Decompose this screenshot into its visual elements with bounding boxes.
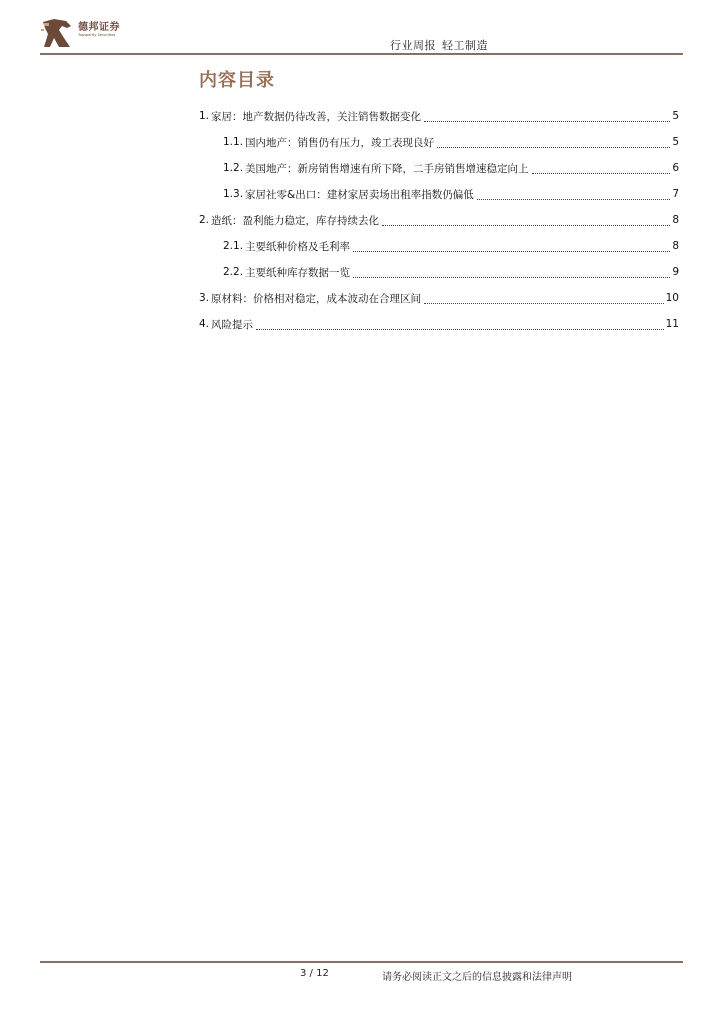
company-logo xyxy=(40,16,140,50)
report-header xyxy=(390,37,488,53)
toc-title: 内容目录 xyxy=(199,70,275,91)
toc-entry-title: 家居社零&出口：建材家居卖场出租率指数仍偏低 xyxy=(245,188,474,201)
table-of-contents xyxy=(199,103,679,337)
toc-entry-page: 6 xyxy=(672,162,679,174)
toc-dot-leader xyxy=(382,216,670,226)
toc-dot-leader xyxy=(256,320,664,330)
toc-entry-title: 主要纸种库存数据一览 xyxy=(245,266,351,279)
toc-entry-number: 1.3. xyxy=(223,188,244,200)
toc-entry-page: 8 xyxy=(672,214,679,226)
toc-entry-title: 原材料：价格相对稳定，成本波动在合理区间 xyxy=(211,292,422,305)
toc-dot-leader xyxy=(437,138,670,148)
toc-entry[interactable] xyxy=(199,207,679,233)
toc-entry-number: 1.2. xyxy=(223,162,244,174)
toc-entry[interactable] xyxy=(199,181,679,207)
header-divider xyxy=(40,53,683,55)
toc-entry-page: 5 xyxy=(672,110,679,122)
toc-entry-title: 造纸：盈利能力稳定，库存持续去化 xyxy=(211,214,380,227)
toc-entry-page: 9 xyxy=(672,266,679,278)
toc-entry-number: 4. xyxy=(199,318,210,330)
toc-entry-number: 1.1. xyxy=(223,136,244,148)
page-indicator: 3 / 12 xyxy=(300,968,329,979)
toc-entry[interactable] xyxy=(199,233,679,259)
topsperity-logo-icon xyxy=(40,16,74,50)
toc-dot-leader xyxy=(353,268,670,278)
toc-dot-leader xyxy=(424,112,670,122)
toc-entry[interactable] xyxy=(199,155,679,181)
toc-entry-number: 2. xyxy=(199,214,210,226)
toc-entry-page: 10 xyxy=(665,292,679,304)
toc-entry-page: 5 xyxy=(672,136,679,148)
toc-entry-title: 美国地产：新房销售增速有所下降，二手房销售增速稳定向上 xyxy=(245,162,529,175)
toc-entry-number: 2.2. xyxy=(223,266,244,278)
logo-chinese-name: 德邦证券 xyxy=(78,22,120,33)
logo-english-name: Topsperity Securities xyxy=(78,33,116,37)
toc-entry[interactable] xyxy=(199,311,679,337)
toc-dot-leader xyxy=(532,164,671,174)
toc-dot-leader xyxy=(424,294,664,304)
toc-entry-title: 风险提示 xyxy=(211,318,254,331)
toc-entry[interactable] xyxy=(199,103,679,129)
toc-entry-title: 主要纸种价格及毛利率 xyxy=(245,240,351,253)
toc-entry-number: 3. xyxy=(199,292,210,304)
toc-entry-title: 家居：地产数据仍待改善，关注销售数据变化 xyxy=(211,110,422,123)
toc-dot-leader xyxy=(477,190,671,200)
toc-entry-page: 11 xyxy=(665,318,679,330)
toc-dot-leader xyxy=(353,242,670,252)
toc-entry[interactable] xyxy=(199,259,679,285)
industry-name: 轻工制造 xyxy=(442,39,488,52)
toc-entry[interactable] xyxy=(199,129,679,155)
toc-entry-page: 8 xyxy=(672,240,679,252)
toc-entry-title: 国内地产：销售仍有压力，竣工表现良好 xyxy=(245,136,435,149)
toc-entry-number: 1. xyxy=(199,110,210,122)
footer-divider xyxy=(40,961,683,963)
toc-entry-number: 2.1. xyxy=(223,240,244,252)
toc-entry[interactable] xyxy=(199,285,679,311)
report-type: 行业周报 xyxy=(390,39,436,52)
toc-entry-page: 7 xyxy=(672,188,679,200)
legal-disclaimer: 请务必阅读正文之后的信息披露和法律声明 xyxy=(382,972,572,983)
